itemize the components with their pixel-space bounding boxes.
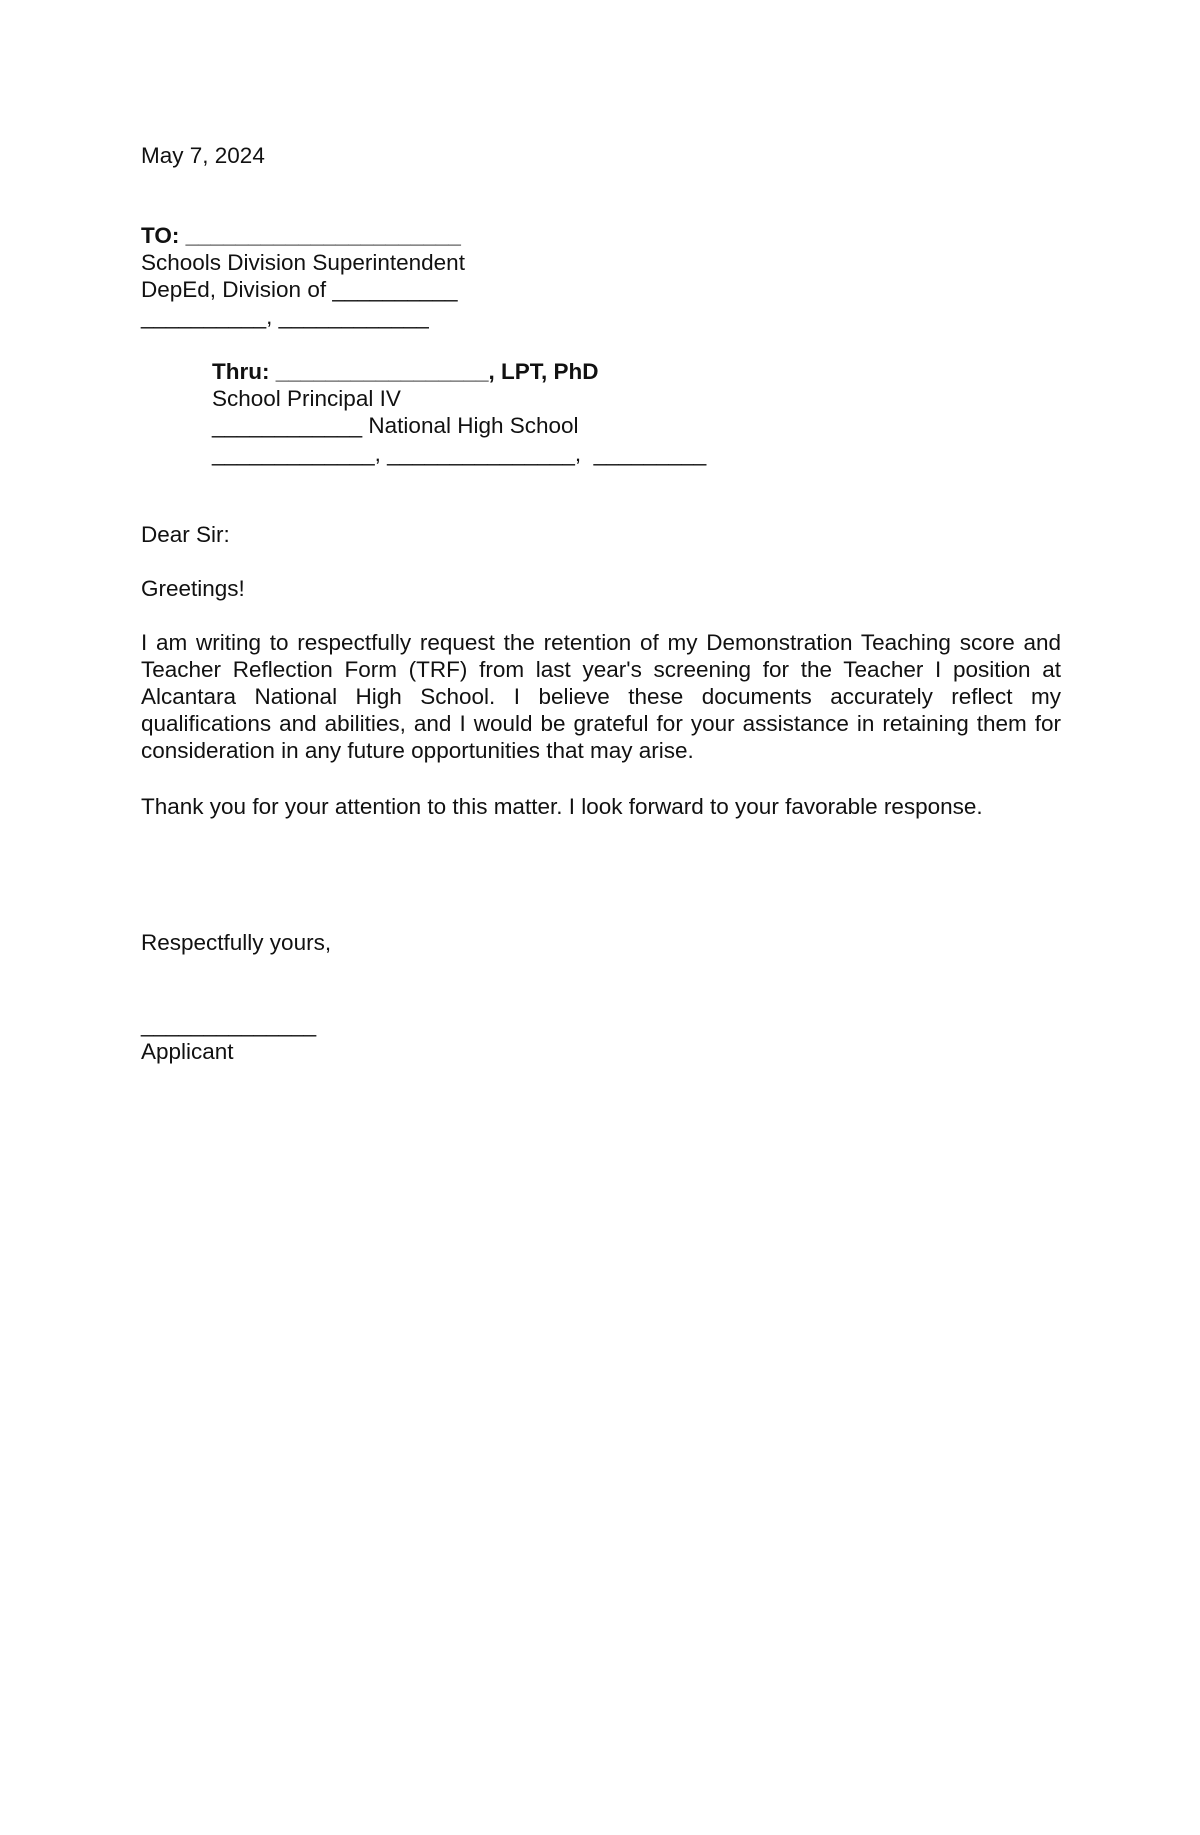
body-paragraph: I am writing to respectfully request the retention of my Demonstration Teaching score and Teacher Reflection Form (TRF) from last year's screening for the Teacher I position at Alcantara National High School. I believe these documents accurately reflect my qualifications and abilities, and I would be grateful for your assistance in retaining them for consideration in any future opportunities that may arise. [141, 630, 1061, 763]
closing-paragraph: Thank you for your attention to this matter. I look forward to your favorable response. [141, 794, 983, 819]
recipient-division: DepEd, Division of __________ [141, 277, 458, 302]
thru-title: School Principal IV [212, 386, 401, 411]
thru-line: Thru: _________________, LPT, PhD [212, 359, 599, 384]
thru-address: _____________, _______________, _________ [212, 441, 707, 466]
letter-date: May 7, 2024 [141, 143, 265, 168]
salutation: Dear Sir: [141, 522, 230, 547]
signature-line: ______________ [141, 1012, 317, 1037]
signatory-label: Applicant [141, 1039, 234, 1064]
to-line: TO: ______________________ [141, 223, 461, 248]
recipient-title: Schools Division Superintendent [141, 250, 465, 275]
greeting: Greetings! [141, 576, 245, 601]
thru-school: ____________ National High School [212, 413, 579, 438]
closing: Respectfully yours, [141, 930, 332, 955]
recipient-address: __________, ____________ [141, 304, 429, 329]
